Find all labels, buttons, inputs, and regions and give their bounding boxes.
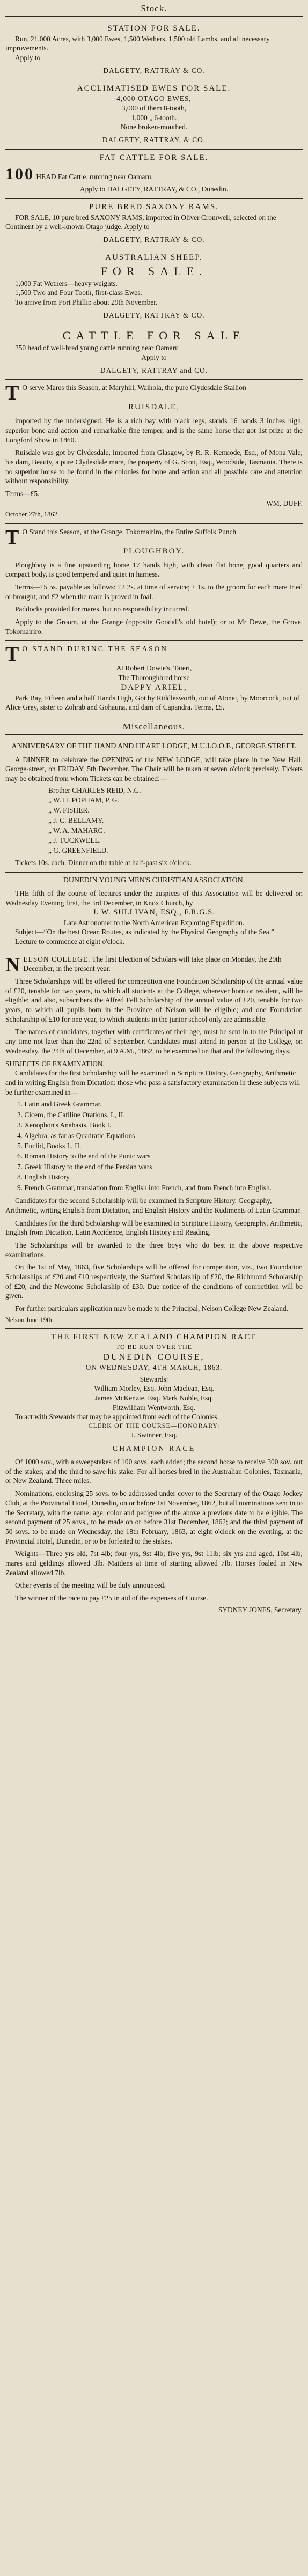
list-item: 8. English History. [17,1173,71,1182]
ad-text: Terms—£5 5s. payable as follows: £2 2s. at time of service; £ 1s. to the groom for each mare tried or brought; and £2 when the mare is proved in foal. [5,583,303,601]
ad-text: O Stand this Season, at the Grange, Tokomairiro, the Entire Suffolk Punch [22,527,237,536]
ad-signature: DALGETY, RATTRAY & CO. [103,66,205,75]
ad-ymca-lecture [5,873,303,951]
drop-cap: T [5,643,19,666]
ad-text: The names of candidates, together with certificates of their age, must be sent in to the Principal at any time not later than the 22nd of September. Candidates must attend in person at the College, on Wednesday, the 24th of December, at 9 A.M., 1862, to be examined on that and the following days. [5,1028,303,1055]
list-item: „ G. GREENFIELD. [48,846,108,855]
section-heading-stock: Stock. [5,3,303,17]
ad-text: A DINNER to celebrate the OPENING of the NEW LODGE, will take place in the New Hall, George-street, on FRIDAY, 5th December. The Chair will be taken at seven o'clock precisely. Tickets may be obtained from whom Tickets can be obtained:— [5,755,303,783]
ad-text: Subject—“On the best Ocean Routes, as indicated by the Physical Geography of the Sea.” [15,928,275,936]
ad-text: To act with Stewards that may be appointed from each of the Colonies. [15,1413,219,1421]
ad-text: For further particulars application may be made to the Principal, Nelson College New Zealand. [15,1304,289,1313]
ad-text: Lecture to commence at eight o'clock. [15,937,124,946]
subject-list [17,1099,303,1193]
list-item: 1. Latin and Greek Grammar. [17,1100,102,1109]
ad-text: 1,000 Fat Wethers—heavy weights. [15,279,118,287]
ad-date: October 27th, 1862. [5,511,59,519]
ad-text: imported by the undersigned. He is a rich bay with black legs, stands 16 hands 3 inches high, superior bone and action and remarkable fine temper, and is the same horse that got 1st prize at the Longford Show in 1860. [5,417,303,444]
list-item: 6. Roman History to the end of the Punic wars [17,1152,151,1161]
ad-text: The Scholarships will be awarded to the three boys who do best in the above respective examinations. [5,1241,303,1259]
ad-text: Ruisdale was got by Clydesdale, imported from Glasgow, by R. R. Kermode, Esq., of Mona Vale; his dam, Beauty, a pure Clydesdale mare, the property of G. Scott, Esq., Woodside, Tasmania. There is no superior horse to be found in the colonies for bone and action and all possible care and attention without responsibility. [5,448,303,485]
ad-signature: SYDNEY JONES, Secretary. [218,1605,303,1614]
ad-text: 1,000 „ 6-tooth. [131,113,177,122]
ad-nelson-college [5,951,303,1330]
ad-text: Apply to [141,353,167,362]
ad-signature: DALGETY, RATTRAY, & CO. [102,136,206,144]
ad-text: The first Election of Scholars will take place on Monday, the 29th December, in the present year. [23,955,282,973]
ad-text: THE fifth of the course of lectures under the auspices of this Association will be delivered on Wednesday Evening first, the 3rd December, in Knox Church, by [5,889,303,907]
list-item: 2. Cicero, the Catiline Orations, I., II. [17,1110,125,1119]
ad-text: Apply to [15,54,41,62]
list-item: „ W. FISHER. [48,806,90,815]
ad-text: The winner of the race to pay £25 in aid of the expenses of Course. [15,1594,208,1603]
ad-headline: AUSTRALIAN SHEEP. [105,253,203,262]
ad-headline: PURE BRED SAXONY RAMS. [89,202,219,211]
ad-text: J. Swinner, Esq. [130,1430,178,1439]
ad-headline: ANNIVERSARY OF THE HAND AND HEART LODGE, M.U.I.O.O.F., GEORGE STREET. [11,742,297,751]
ad-oddfellows-anniversary [5,739,303,873]
ad-text: Of 1000 sov., with a sweepstakes of 100 sovs. each added; the second horse to receive 300 sov. out of the stakes; and the third to save his stake. For all horses bred in the Australian Colonies, Tasmania, or New Zealand. Three miles. [5,1458,303,1485]
ad-text: The Thoroughbred horse [118,674,190,682]
ad-signature: DALGETY, RATTRAY & CO. [103,235,205,244]
steward-list [48,786,303,856]
lecturer-name: J. W. SULLIVAN, ESQ., F.R.G.S. [93,908,215,917]
ad-subheading: SUBJECTS OF EXAMINATION. [5,1059,105,1068]
ad-cattle-for-sale [5,324,303,380]
horse-name: DAPPY ARIEL, [121,683,187,692]
ad-text: Candidates for the third Scholarship will be examined in Scripture History, Geography, Arithmetic, English from Dictation, Latin Accidence, English History and Reading. [5,1219,303,1237]
list-item: 5. Euclid, Books I., II. [17,1142,82,1150]
newspaper-page [5,0,303,2568]
list-item: Brother CHARLES REID, N.G. [48,786,141,794]
ad-text: Park Bay, Fifteen and a half Hands High, Got by Riddlesworth, out of Atonei, by Moorcock, out of Alice Grey, sister to Zohrab and Gohauna, and dam of Capandra. Terms, £5. [5,693,300,712]
stewards-title: Stewards: [140,1375,168,1383]
list-item: James McKenzie, Esq. Mark Noble, Esq. [94,1394,214,1403]
ad-text: Apply to the Groom, at the Grange (opposite Goodall's old hotel); or to Mr Dewe, the Grove, Tokomairiro. [5,618,303,636]
drop-cap: T [5,382,19,405]
ad-text: Candidates for the first Scholarship will be examined in Scripture History, Geography, Arithmetic and in writing English from Dictation: those who pass a satisfactory examination in these subjects will be further examined in— [5,1069,300,1096]
ad-big-number: 100 [5,165,34,183]
ad-text: Late Astronomer to the North American Exploring Expedition. [63,918,245,927]
ad-station-for-sale [5,20,303,80]
ad-text: None broken-mouthed. [120,123,188,131]
ad-stallion-ploughboy [5,524,303,641]
section-heading-miscellaneous: Miscellaneous. [5,721,303,735]
ad-fat-cattle [5,150,303,199]
ad-acclimatised-ewes [5,80,303,150]
horse-name: RUISDALE, [128,403,180,412]
ad-signature: DALGETY, RATTRAY and CO. [100,366,208,374]
list-item: „ W. A. MAHARG. [48,826,105,835]
ad-subheading: CHAMPION RACE [112,1444,196,1453]
ad-headline: FAT CATTLE FOR SALE. [99,153,209,162]
ad-saxony-rams [5,199,303,249]
ad-text: Nominations, enclosing 25 sovs. to be addressed under cover to the Secretary of the Otago Jockey Club, at the Provincial Hotel, Dunedin, on or before 1st November, 1862, but all nominations sent in to the Secretary, with the name, age, color and pedigree of the above a previous date to be eligible. The second payment of 25 sovs., to be made on or before 31st December, 1862; and the third payment of 50 sovs. to be made on Wednesday, the 18th February, 1863, at eight o'clock on the evening, at the Provincial Hotel, Dunedin, or to be forfeited to the stakes. [5,1489,303,1545]
ad-australian-sheep [5,249,303,325]
ad-text: 4,000 OTAGO EWES, [116,94,192,103]
list-item: 3. Xenophon's Anabasis, Book I. [17,1121,112,1130]
ad-text: 1,500 Two and Four Tooth, first-class Ewes. [15,289,142,297]
horse-name: PLOUGHBOY. [123,547,185,556]
ad-signature: WM. DUFF. [266,499,303,507]
ad-text: On the 1st of May, 1863, five Scholarships will be offered for competition, viz., two Foundation Scholarships of £20 and £10 respectively, the Stafford Scholarship of £20, the Richmond Scholarship of £20, and the Newcome Scholarship of £30. Due notice of the conditions of competition will be given. [5,1263,303,1300]
ad-text: ON WEDNESDAY, 4TH MARCH, 1863. [85,1363,223,1371]
ad-text: 250 head of well-bred young cattle running near Oamaru [15,344,179,352]
list-item: William Morley, Esq. John Maclean, Esq. [94,1384,214,1393]
ad-headline: ELSON COLLEGE. [23,955,91,963]
ad-headline: CATTLE FOR SALE [62,329,246,343]
ad-text: To arrive from Port Phillip about 29th November. [15,298,158,306]
drop-cap: N [5,953,20,976]
ad-headline: O STAND DURING THE SEASON [22,645,168,653]
ad-text: Tickets 10s. each. Dinner on the table at half-past six o'clock. [15,858,192,867]
ad-text: DUNEDIN COURSE, [103,1352,205,1362]
ad-terms: Terms—£5. [5,490,40,498]
ad-text: O serve Mares this Season, at Maryhill, Waihola, the pure Clydesdale Stallion [22,383,246,392]
ad-text: HEAD Fat Cattle, running near Oamaru. [36,172,153,181]
ad-text: 3,000 of them 8-tooth, [121,104,187,113]
ad-text: TO BE RUN OVER THE [115,1343,193,1351]
list-item: 9. French Grammar, translation from English into French, and from French into English. [17,1183,272,1192]
ad-big-heading: FOR SALE. [100,264,208,278]
ad-text: Apply to DALGETY, RATTRAY, & CO., Dunedin. [79,185,229,194]
ad-stallion-ruisdale [5,380,303,523]
ad-signature: DALGETY, RATTRAY & CO. [103,311,205,319]
drop-cap: T [5,526,19,549]
ad-text: Weights—Three yrs old, 7st 4lb; four yrs, 9st 4lb; five yrs, 9st 11lb; six yrs and aged, 10st 4lb; mares and geldings allowed 3lb. Maidens at time of starting allowed 7lb. Horses foaled in New Zealand allowed 7lb. [5,1549,303,1577]
ad-headline: STATION FOR SALE. [107,24,201,33]
ad-text: FOR SALE, 10 pure bred SAXONY RAMS, imported in Oliver Cromwell, selected on the Continent by a well-known Otago judge. Apply to [5,213,276,231]
ad-headline: ACCLIMATISED EWES FOR SALE. [77,84,231,93]
ad-champion-race [5,1329,303,1619]
list-item: „ W. H. POPHAM, P. G. [48,796,119,804]
ad-text: Paddocks provided for mares, but no responsibility incurred. [15,605,189,614]
ad-headline: DUNEDIN YOUNG MEN'S CHRISTIAN ASSOCIATION. [63,876,245,884]
ad-subheading: CLERK OF THE COURSE—HONORARY: [88,1422,220,1430]
list-item: 7. Greek History to the end of the Persian wars [17,1162,152,1171]
ad-text: Other events of the meeting will be duly announced. [15,1581,166,1590]
ad-text: Ploughboy is a fine upstanding horse 17 hands high, with clean flat bone, good quarters and compact body, is good tempered and quiet in harness. [5,560,303,579]
ad-text: At Robert Dowie's, Taieri, [116,664,192,673]
ad-text: Candidates for the second Scholarship will be examined in Scripture History, Geography, Arithmetic, writing English from Dictation, and English History and the Rudiments of Latin Grammar. [5,1197,302,1214]
list-item: „ J. TUCKWELL. [48,836,101,845]
ad-text: Three Scholarships will be offered for competition one Foundation Scholarship of the annual value of £20, tenable for two years, to which all students at the College, wherever born or resident, will be eligible; and also, subscribers the Alfred Fell Scholarship of the annual value of £20, tenable for two years, to which all pupils born in the Province of Nelson will be eligible; and one Foundation Scholarship of £10 for one year, to which students in the junior school only are admissible. [5,977,303,1023]
ad-text: Run, 21,000 Acres, with 3,000 Ewes, 1,500 Wethers, 1,500 old Lambs, and all necessary improvements. [5,34,270,53]
list-item: 4. Algebra, as far as Quadratic Equations [17,1131,135,1140]
list-item: Fitzwilliam Wentworth, Esq. [112,1403,196,1412]
ad-headline: THE FIRST NEW ZEALAND CHAMPION RACE [51,1333,257,1342]
list-item: „ J. C. BELLAMY. [48,816,104,824]
ad-date: Nelson June 19th. [5,1316,54,1324]
ad-stallion-ariel [5,641,303,717]
